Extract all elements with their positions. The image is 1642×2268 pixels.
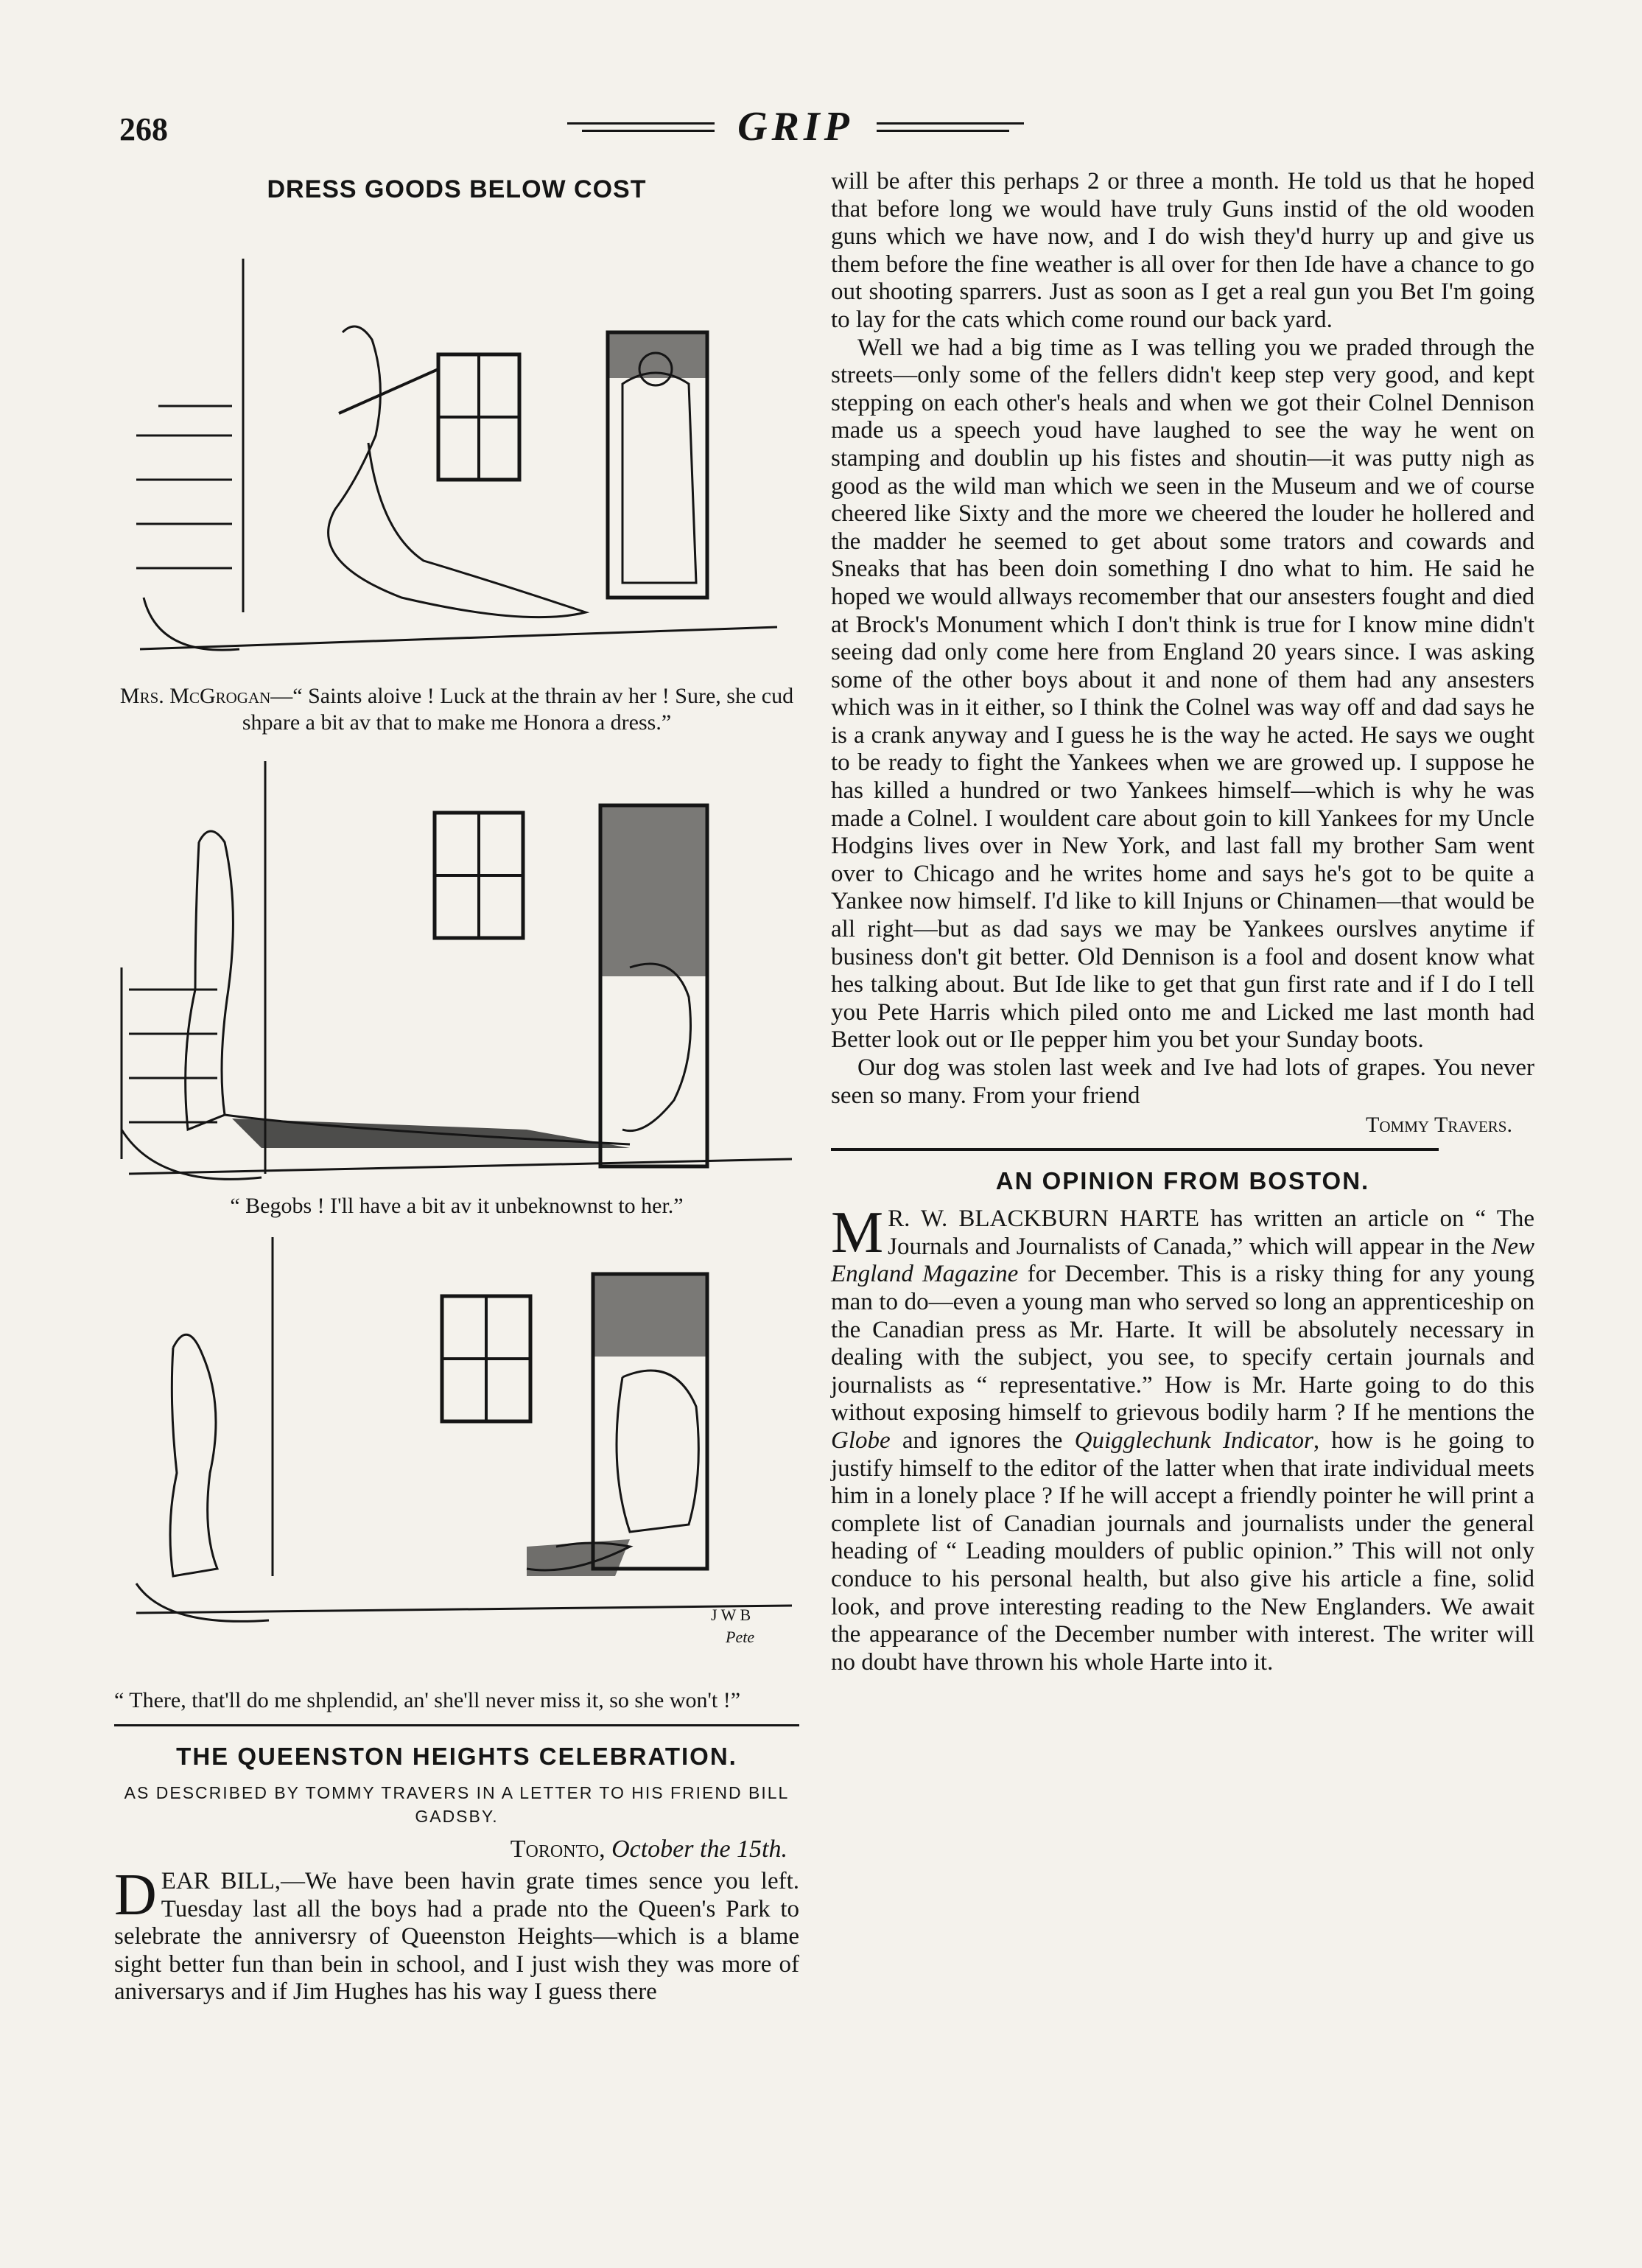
cartoon-panel-2-caption: “ Begobs ! I'll have a bit av it unbeknownst to her.” <box>230 1194 684 1218</box>
artist-signature-bottom: Pete <box>726 1628 755 1646</box>
article2-globe: Globe <box>831 1427 891 1454</box>
article2-text-end: , how is he going to justify himself to the editor of the latter when that irate individual meets him in a lonely place ? If he will accept a friendly pointer he will print a complete list of Canadian journals and journalists under the general heading of “ Leading moulders of public opinion.” This will not only conduce to his personal health, but also give his article a fine, solid look, and prove interesting reading to the New Englanders. We await the appearance of the December number with interest. The writer will no doubt have thrown his whole Harte into it. <box>831 1427 1534 1676</box>
article2-text-start: R. W. BLACKBURN HARTE has written an article on “ The Journals and Journalists of Canada,” which will appear in the <box>888 1205 1534 1260</box>
masthead-title: GRIP <box>737 104 854 150</box>
masthead-rule-right-2 <box>877 130 1009 132</box>
cartoon-panel-3 <box>114 1230 799 1714</box>
dateline-place: Toronto, <box>510 1835 606 1863</box>
letter-dropcap: D <box>114 1863 157 1928</box>
letter-paragraph-3-text: Our dog was stolen last week and Ive had lots of grapes. You never seen so many. From your friend <box>831 1054 1534 1109</box>
cartoon-panel-3-illustration <box>114 1230 799 1683</box>
letter-paragraph-2-text: Well we had a big time as I was telling you we praded through the streets—only some of the fellers didn't keep step very good, and kept stepping on each other's heals and when we got their Colnel Dennison made us a speech youd have laughed to see the way he went on stamping and doublin up his fistes and shoutin—it was putty nigh as good as the wild man which we seen in the Museum and we of course cheered like Sixty and the more we cheered the louder he hollered and the madder he seemed to get about some trators and cowards and Sneaks that has been doin something I dno what to him. He said he hoped we would allways recomember that our ansesters fought and died at Brock's Monument which I don't think is true for I know mine didn't seeing dad only come here from England 20 years since. I was asking some of the other boys about it and none of them had any ansesters which was in it either, so I think the Colnel was way off and dad says he is a crank anyway and I guess he is the way he acted. He says we ought to be ready to fight the Yankees when we are growed up. I suppose he has killed a hundred or two Yankees himself—which is why he was made a Colnel. I wouldent care about goin to kill Yankees for my Uncle Hodgins lives over in New York, and last fall my brother Sam went over to Chicago and he writes home and says he's got to be quite a Yankee now himself. I'd like to kill Injuns or Chinamen—that would be all right—but as dad says we may be Yankees ourslves anytime if business don't git better. Old Dennison is a fool and dosent know what hes talking about. But Ide like to get that gun first rate and if I do I tell you Pete Harris which piled onto me and Licked me last month had Better look out or Ile pepper him you bet your Sunday boots. <box>831 334 1534 1054</box>
article-subtitle: AS DESCRIBED BY TOMMY TRAVERS IN A LETTER TO HIS FRIEND BILL GADSBY. <box>124 1783 790 1826</box>
caption-speaker: Mrs. McGrogan <box>119 684 271 708</box>
caption-text: —“ Saints aloive ! Luck at the thrain av her ! Sure, she cud shpare a bit av that to make me Honora a dress.” <box>242 684 794 735</box>
left-column <box>114 168 799 2006</box>
letter-paragraph-1-continued: will be after this perhaps 2 or three a month. He told us that he hoped that before long we would have truly Guns instid of the old wooden guns which we have now, and I do wish they'd hurry up and give us them before the fine weather is all over for then Ide have a chance to go out shooting sparrers. Just as soon as I get a real gun you Bet I'm going to lay for the cats which come round our back yard. <box>831 168 1534 333</box>
article2-text-mid2: and ignores the <box>890 1427 1075 1454</box>
article2-text-mid1: for December. This is a risky thing for any young man to do—even a young man who served so long an apprenticeship on the Canadian press as Mr. Harte. It will be absolutely necessary in dealing with the subject, you see, to specify certain journals and journalists as “ representative.” How is Mr. Harte going to do this without exposing himself to grievous bodily harm ? If he mentions the <box>831 1261 1534 1427</box>
cartoon-panel-1-illustration <box>114 214 799 679</box>
masthead <box>567 103 1024 155</box>
section-divider <box>114 1724 799 1726</box>
page-number: 268 <box>119 111 168 147</box>
article-title: THE QUEENSTON HEIGHTS CELEBRATION. <box>176 1743 737 1770</box>
article2-magazine: New England Magazine <box>831 1233 1534 1288</box>
section-divider-right <box>831 1148 1439 1151</box>
cartoon-panel-2 <box>114 746 799 1219</box>
letter-text-left: EAR BILL,—We have been havin grate times sence you left. Tuesday last all the boys had a prade nto the Queen's Park to selebrate the anniversry of Queenston Heights—which is a blame sight better fun than bein in school, and I just wish they was more of aniversarys and if Jim Hughes has his way I guess there <box>114 1868 799 2006</box>
dateline <box>114 1835 787 1863</box>
right-column <box>831 168 1534 1676</box>
letter-paragraph-2 <box>831 335 1534 1054</box>
letter-paragraph-1-start <box>114 1863 799 2006</box>
cartoon-title: DRESS GOODS BELOW COST <box>267 175 647 203</box>
cartoon-panel-2-illustration <box>114 746 799 1189</box>
artist-signature-top: J W B <box>711 1606 751 1624</box>
masthead-rule-right <box>877 122 1024 125</box>
article2-paragraph <box>831 1200 1534 1676</box>
cartoon-panel-1-caption <box>114 683 799 736</box>
article2-indicator: Quigglechunk Indicator <box>1074 1427 1313 1454</box>
letter-paragraph-3 <box>831 1054 1534 1110</box>
article2-dropcap: M <box>831 1200 884 1266</box>
letter-signature: Tommy Travers. <box>1366 1113 1512 1138</box>
cartoon-panel-1 <box>114 214 799 736</box>
dateline-date: October the 15th. <box>611 1835 787 1863</box>
cartoon-panel-3-caption: “ There, that'll do me shplendid, an' she'll never miss it, so she won't !” <box>114 1688 741 1712</box>
article2-title: AN OPINION FROM BOSTON. <box>995 1167 1370 1195</box>
